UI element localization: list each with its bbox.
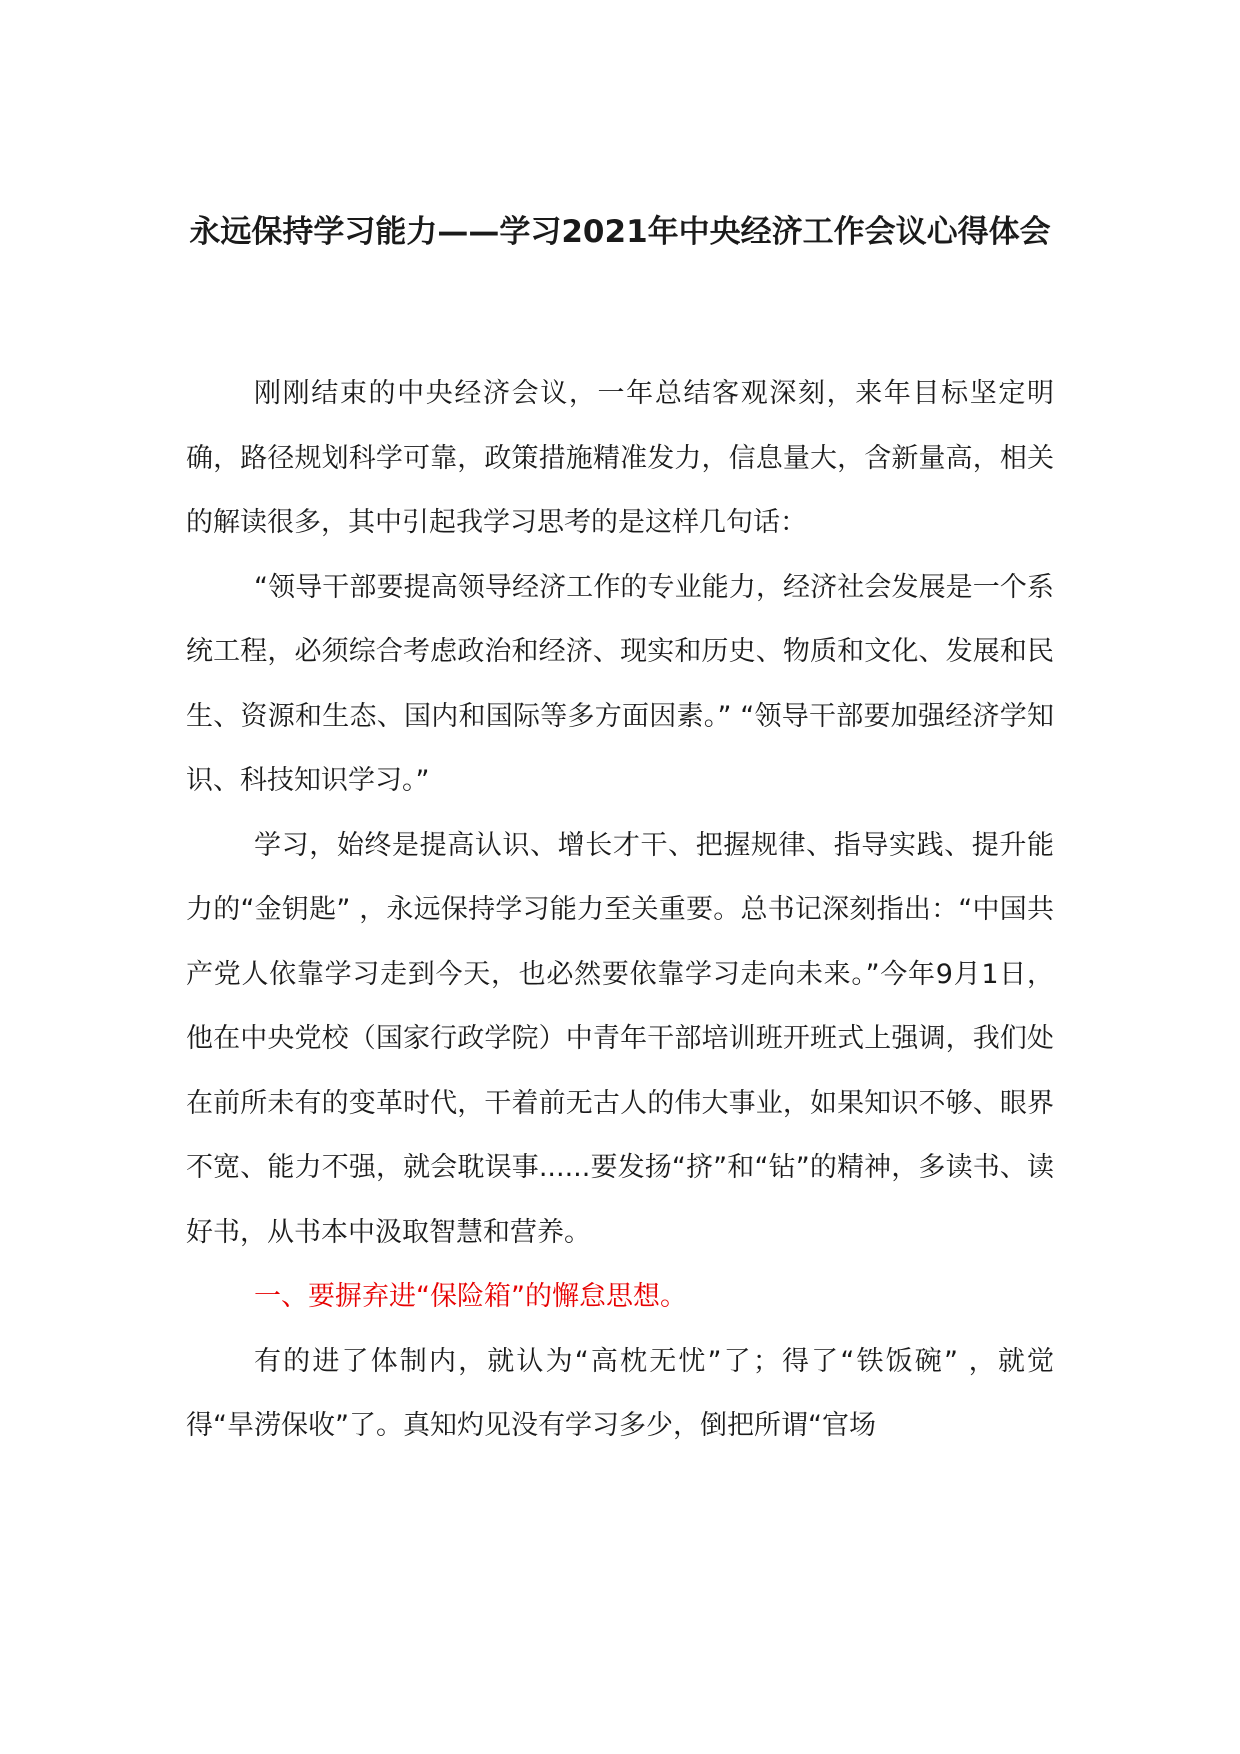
document-body [186, 362, 1054, 1459]
paragraph-section-1: 有的进了体制内，就认为“高枕无忧”了；得了“铁饭碗” ，就觉得“旱涝保收”了。真知灼见没有学习多少，倒把所谓“官场 [186, 1345, 1054, 1441]
section-heading-1: 一、要摒弃进“保险箱”的懈怠思想。 [254, 1281, 687, 1312]
paragraph-intro: 刚刚结束的中央经济会议，一年总结客观深刻，来年目标坚定明确，路径规划科学可靠，政策措施精准发力，信息量大，含新量高，相关的解读很多，其中引起我学习思考的是这样几句话： [186, 378, 1054, 538]
paragraph-learning: 学习，始终是提高认识、增长才干、把握规律、指导实践、提升能力的“金钥匙” ，永远保持学习能力至关重要。总书记深刻指出：“中国共产党人依靠学习走到今天，也必然要依靠学习走向未来。”今年9月1日，他在中央党校（国家行政学院）中青年干部培训班开班式上强调，我们处在前所未有的变革时代，干着前无古人的伟大事业，如果知识不够、眼界不宽、能力不强，就会耽误事......要发扬“挤”和“钻”的精神，多读书、读好书，从书本中汲取智慧和营养。 [186, 829, 1054, 1248]
paragraph-quote: “领导干部要提高领导经济工作的专业能力，经济社会发展是一个系统工程，必须综合考虑政治和经济、现实和历史、物质和文化、发展和民生、资源和生态、国内和国际等多方面因素。” “领导干部要加强经济学知识、科技知识学习。” [186, 571, 1054, 796]
document-title: 永远保持学习能力——学习2021年中央经济工作会议心得体会 [189, 214, 1051, 250]
